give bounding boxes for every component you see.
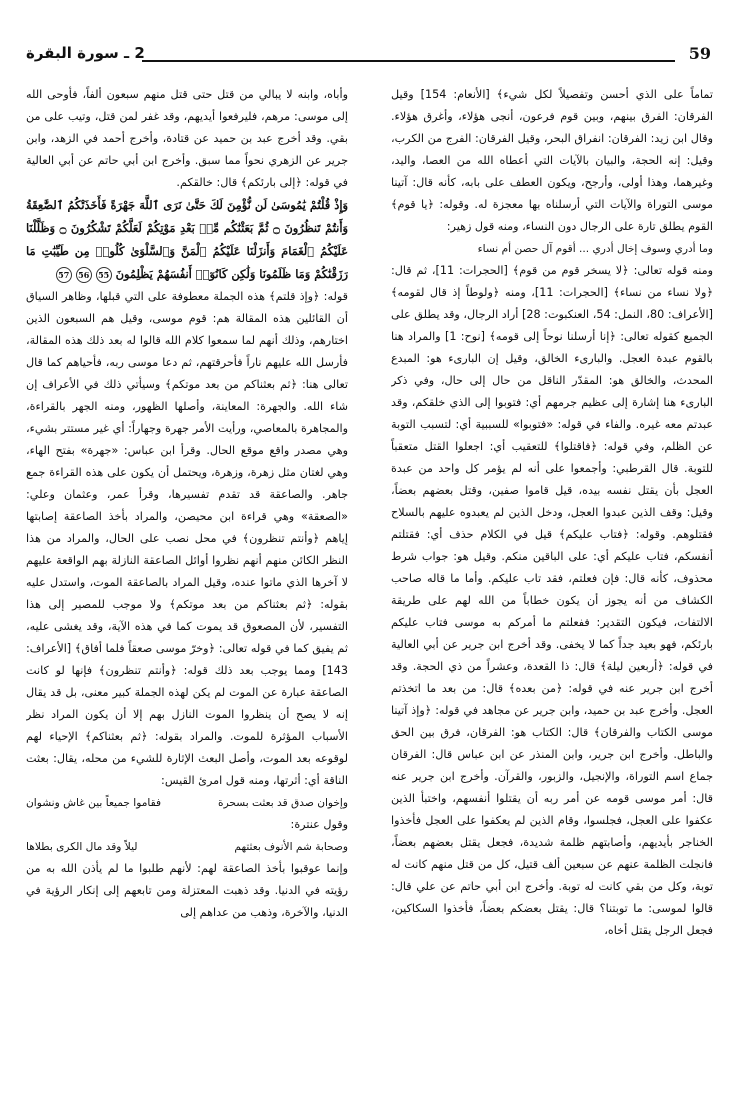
hemistich: وإخوان صدق قد بعثت بسحرة — [218, 797, 348, 809]
paragraph: قوله: ﴿وإذ قلتم﴾ هذه الجملة معطوفة على التي قبلها، وظاهر السياق أن القائلين هذه المقالة هم: قوم موسى، وقيل هم السبعون الذين اختارهم، وذلك أنهم لما سمعوا كلام الله قالوا له بعد ذلك هذه المقالة، فأرسل الله عليهم ناراً فأحرقتهم، ثم دعا موسى ربه، فأحياهم كما قال تعالى هنا: ﴿ثم بعثناكم من بعد موتكم﴾ وسيأتي ذلك في الأعراف إن شاء الله. والجهرة: المعاينة، وأصلها الظهور، ومنه الجهر بالقراءة، والمجاهرة بالمعاصي، ورأيت الأمر جهرة وجهاراً: أي غير مستتر بشيء، وهي مصدر واقع موقع الحال. وقرأ ابن عباس: «جهرة» بفتح الهاء، وهي لغتان مثل زهرة، وزهرة، ويحتمل أن يكون على هذه القراءة جمع جاهر. والصاعقة قد تقدم تفسيرها، وقرأ عمر، وعثمان وعلي: «الصعقة» وهي قراءة ابن محيصن، والمراد بأخذ الصاعقة إصابتها إياهم ﴿وأنتم تنظرون﴾ في محل نصب على الحال، والمراد من هذا النظر الكائن منهم أنهم نظروا أوائل الصاعقة النازلة بهم الواقعة عليهم لا آخرها الذي ماتوا عنده، وقيل المراد بالصاعقة الموت، واستدل عليه بقوله: ﴿ثم بعثناكم من بعد موتكم﴾ ولا موجب للمصير إلى هذا التفسير، لأن المصعوق قد يموت كما في هذه الآية، وقد يغشى عليه، ثم يفيق كما في قوله تعالى: ﴿وخرّ موسى صعقاً فلما أفاق﴾ [الأعراف: 143] ومما يوجب بعد ذلك قوله: ﴿وأنتم تنظرون﴾ فإنها لو كانت الصاعقة عبارة عن الموت لم يكن لهذه الجملة كبير معنى، بل قد يقال إنه لا يصح أن ينظروا الموت النازل بهم إلا أن يكون المراد نظر الأسباب المؤثرة للموت. والمراد بقوله: ﴿ثم بعثناكم﴾ الإحياء لهم لوقوعه بعد الموت، وأصل البعث الإثارة للشيء من محله، يقال: بعثت الناقة أي: أثرتها، ومنه قول امرئ القيس: — [26, 290, 348, 787]
right-column — [391, 84, 713, 1094]
paragraph: ومنه قوله تعالى: ﴿لا يسخر قوم من قوم﴾ [الحجرات: 11]، ثم قال: ﴿ولا نساء من نساء﴾ [الحجرات: 11]، ومنه ﴿ولوطاً إذ قال لقومه﴾ [الأعراف: 80، النمل: 54، العنكبوت: 28] أراد الرجال، وقد يطلق على الجميع كقوله تعالى: ﴿إنا أرسلنا نوحاً إلى قومه﴾ [نوح: 1] والمراد هنا بالقوم عبدة العجل. والبارىء الخالق، وقيل إن البارىء هو: المبدع المحدث، والخالق هو: المقدّر الناقل من حال إلى حال، وفي ذكر البارىء هنا إشارة إلى عظيم جرمهم أي: فتوبوا إلى الذي خلقكم، وقد عبدتم معه غيره. والفاء في قوله: «فتوبوا» للسببية أي: لتسبب التوبة عن الظلم، وفي قوله: ﴿فاقتلوا﴾ للتعقيب أي: اجعلوا القتل متعقباً للتوبة. قال القرطبي: وأجمعوا على أنه لم يؤمر كل واحد من عبدة العجل بأن يقتل نفسه بيده، قيل قاموا صفين، وقتل بعضهم بعضاً، وقيل: وقف الذين عبدوا العجل، ودخل الذين لم يعبدوه عليهم بالسلاح فقتلوهم. وقوله: ﴿فتاب عليكم﴾ قيل في الكلام حذف أي: فقتلتم أنفسكم، فتاب عليكم أي: على الباقين منكم. وقيل هو: جواب شرط محذوف، كأنه قال: فإن فعلتم، فقد تاب عليكم. وأما ما قاله صاحب الكشاف من أنه يجوز أن يكون خطاباً من الله لهم على طريقة الالتفات، فيكون التقدير: ففعلتم ما أمركم به موسى فتاب عليكم بارئكم، فهو بعيد جداً كما لا يخفى. وقد أخرج ابن جرير عن أبي العالية في قوله: ﴿أربعين ليلة﴾ قال: ذا القعدة، وعشراً من ذي الحجة. وقد أخرج ابن جرير عنه في قوله: ﴿من بعده﴾ قال: من بعد ما اتخذتم العجل. وأخرج عبد بن حميد، وابن جرير عن مجاهد في قوله: ﴿وإذ آتينا موسى الكتاب والفرقان﴾ قال: الكتاب هو: الفرقان، فرق بين الحق والباطل. وأخرج ابن جرير، وابن المنذر عن ابن عباس قال: الفرقان جماع اسم التوراة، والإنجيل، والزبور، والقرآن. وأخرج ابن جرير عنه قال: أمر موسى قومه عن أمر ربه أن يقتلوا أنفسهم، واختبأ الذين عكفوا على العجل، فجلسوا، وقام الذين لم يعكفوا على العجل فأخذوا الخناجر بأيديهم، وأصابتهم ظلمة شديدة، فجعل يقتل بعضهم بعضاً، فانجلت الظلمة عنهم عن سبعين ألف قتيل، كل من قتل منهم كانت له توبة، وكل من بقي كانت له توبة. وأخرج ابن أبي حاتم عن علي قال: قالوا لموسى: ما توبتنا؟ قال: يقتل بعضكم بعضاً، فأخذوا السكاكين، فجعل الرجل يقتل أخاه، — [391, 264, 713, 937]
verse-text: وَإِذْ قُلْتُمْ يَٰمُوسَىٰ لَن نُّؤْمِنَ لَكَ حَتَّىٰ نَرَى ٱللَّهَ جَهْرَةً فَأَخَذَتْكُمُ ٱلصَّٰعِقَةُ وَأَنتُمْ تَنظُرُونَ ۝ ثُمَّ بَعَثْنَٰكُم مِّنۢ بَعْدِ مَوْتِكُمْ لَعَلَّكُمْ تَشْكُرُونَ ۝ وَظَلَّلْنَا عَلَيْكُمُ ٱلْغَمَامَ وَأَنزَلْنَا عَلَيْكُمُ ٱلْمَنَّ وَٱلسَّلْوَىٰ كُلُوا۟ مِن طَيِّبَٰتِ مَا رَزَقْنَٰكُمْ وَمَا ظَلَمُونَا وَلَٰكِن كَانُوٓا۟ أَنفُسَهُمْ يَظْلِمُونَ — [26, 198, 348, 281]
page-header — [26, 40, 711, 70]
poem-line — [26, 836, 348, 858]
hemistich: ليلاً وقد مال الكرى بطلاها — [26, 841, 138, 853]
poem-intro: وقول عنترة: — [290, 818, 348, 831]
quran-verse — [26, 194, 348, 286]
hemistich: وصحابة شم الأنوف بعثتهم — [234, 841, 348, 853]
poem-line — [26, 792, 348, 814]
ayah-marker-56: 56 — [76, 267, 92, 283]
poem-verse: وما أدري وسوف إخال أدري ... أقوم آل حصن أم نساء — [477, 243, 713, 255]
ayah-marker-55: 55 — [96, 267, 112, 283]
header-rule — [142, 60, 675, 62]
ayah-marker-57: 57 — [56, 267, 72, 283]
paragraph: تماماً على الذي أحسن وتفصيلاً لكل شيء﴾ [الأنعام: 154] وقيل الفرقان: الفرق بينهم، وبين قوم فرعون، أنجى هؤلاء، وأغرق هؤلاء. وقال ابن زيد: الفرقان: انفراق البحر، وقيل الفرقان: الفرج من الكرب، وقيل: إنه الحجة، والبيان بالآيات التي أعطاه الله من العصا، واليد، وغيرهما، وهذا أولى، وأرجح، ويكون العطف على بابه، كأنه قال: آتينا موسى التوراة والآيات التي أرسلناه بها معجزة له. وقوله: ﴿يا قوم﴾ القوم يطلق تارة على الرجال دون النساء، ومنه قول زهير: — [391, 88, 713, 233]
paragraph: وإنما عوقبوا بأخذ الصاعقة لهم: لأنهم طلبوا ما لم يأذن الله به من رؤيته في الدنيا. وقد ذهبت المعتزلة ومن تابعهم إلى إنكار الرؤية في الدنيا، والآخرة، وذهب من عداهم إلى — [26, 862, 348, 919]
page-number: 59 — [688, 44, 711, 63]
surah-title: 2 ـ سورة البقرة — [26, 44, 145, 62]
left-column — [26, 84, 348, 1094]
paragraph: وأباه، وابنه لا يبالي من قتل حتى قتل منهم سبعون ألفاً، فأوحى الله إلى موسى: مرهم، فليرفعوا أيديهم، وقد غفر لمن قتل، وتيب على من بقي. وقد أخرج عبد بن حميد عن قتادة، وأخرج أحمد في الزهد، وابن جرير عن الزهري نحواً مما سبق. وأخرج ابن أبي حاتم عن أبي العالية في قوله: ﴿إلى بارئكم﴾ قال: خالقكم. — [26, 88, 348, 189]
hemistich: فقاموا جميعاً بين غاش ونشوان — [26, 797, 162, 809]
